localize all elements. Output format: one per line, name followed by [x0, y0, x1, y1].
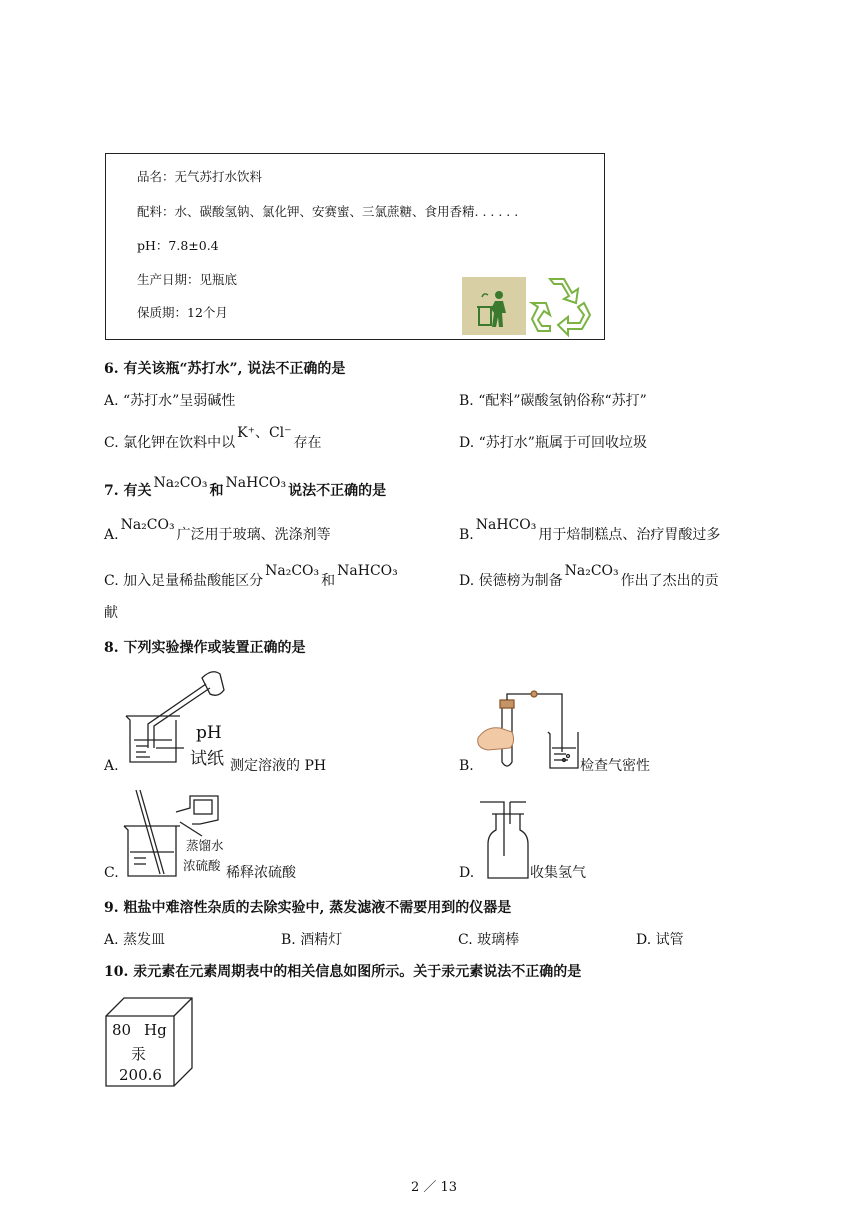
q7-d-tail: 作出了杰出的贡	[620, 573, 719, 589]
q8-d-letter: D.	[459, 865, 475, 881]
q7-c-text: C. 加入足量稀盐酸能区分	[104, 573, 264, 589]
q8-c-text: 稀释浓硫酸	[226, 865, 296, 881]
q7-stem-pre: 7. 有关	[104, 483, 152, 499]
q8-c-water-label: 蒸馏水	[186, 838, 224, 853]
q8-d-text: 收集氢气	[530, 865, 586, 881]
q6-option-c	[104, 425, 322, 452]
q9-option-a: A. 蒸发皿	[104, 932, 166, 948]
q7-stem	[104, 475, 387, 500]
label-ph: pH：7.8±0.4	[137, 238, 219, 253]
recycle-icon	[528, 273, 594, 337]
q7-option-b	[459, 517, 721, 544]
q6-option-a: A. “苏打水”呈弱碱性	[104, 393, 236, 409]
q7-c-formula-1: Na₂CO₃	[265, 563, 320, 579]
q7-option-d-continued: 献	[104, 605, 118, 621]
q7-option-a	[104, 517, 331, 544]
q10-stem: 10. 汞元素在元素周期表中的相关信息如图所示。关于汞元素说法不正确的是	[104, 964, 582, 980]
q9-option-c: C. 玻璃棒	[458, 932, 520, 948]
q7-option-d	[459, 563, 719, 590]
label-name: 品名：无气苏打水饮料	[137, 169, 263, 184]
q8-a-paper-label: 试纸	[190, 749, 224, 769]
q7-a-letter: A.	[104, 527, 119, 543]
element-number: 80	[112, 1021, 132, 1039]
q7-and: 和	[209, 483, 224, 499]
label-ingredients: 配料：水、碳酸氢钠、氯化钾、安赛蜜、三氯蔗糖、食用香精. . . . . .	[137, 204, 519, 219]
q6-stem: 6. 有关该瓶“苏打水”, 说法不正确的是	[104, 361, 346, 377]
element-symbol: Hg	[144, 1021, 167, 1039]
gas-collection-bottle	[476, 796, 532, 880]
q7-formula-1: Na₂CO₃	[153, 475, 208, 491]
q6-option-d: D. “苏打水”瓶属于可回收垃圾	[459, 435, 647, 451]
q8-a-text: 测定溶液的 PH	[230, 758, 327, 774]
q7-formula-2: NaHCO₃	[225, 475, 287, 491]
q8-c-acid-label: 浓硫酸	[183, 858, 221, 873]
q6-option-c-text: C. 氯化钾在饮料中以	[104, 435, 236, 451]
q8-b-text: 检查气密性	[580, 758, 650, 774]
q7-c-and: 和	[321, 573, 336, 589]
q6-option-b: B. “配料”碳酸氢钠俗称“苏打”	[459, 393, 647, 409]
q8-b-letter: B.	[459, 758, 474, 774]
q6-option-c-tail: 存在	[293, 435, 322, 451]
q8-c-letter: C.	[104, 865, 119, 881]
q7-b-text: 用于焙制糕点、治疗胃酸过多	[538, 527, 721, 543]
q7-option-c	[104, 563, 400, 590]
q7-a-text: 广泛用于玻璃、洗涤剂等	[176, 527, 331, 543]
trash-bin-icon	[462, 277, 526, 335]
q8-stem: 8. 下列实验操作或装置正确的是	[104, 640, 306, 656]
label-shelf-life: 保质期：12个月	[137, 305, 228, 320]
element-mass: 200.6	[119, 1066, 162, 1084]
q7-d-formula: Na₂CO₃	[564, 563, 619, 579]
q7-d-text: D. 侯德榜为制备	[459, 573, 563, 589]
q7-b-letter: B.	[459, 527, 474, 543]
page-number: 2 ／ 13	[410, 1180, 458, 1195]
q7-c-formula-2: NaHCO₃	[337, 563, 398, 579]
q7-a-formula: Na₂CO₃	[120, 517, 175, 533]
q7-stem-post: 说法不正确的是	[288, 483, 387, 499]
q9-option-d: D. 试管	[636, 932, 684, 948]
label-date: 生产日期：见瓶底	[137, 272, 238, 287]
q9-option-b: B. 酒精灯	[281, 932, 343, 948]
airtightness-apparatus	[476, 690, 586, 772]
element-name: 汞	[131, 1045, 147, 1063]
q6-ions: K⁺、Cl⁻	[237, 425, 292, 441]
q8-a-ph-label: pH	[196, 723, 222, 743]
q7-b-formula: NaHCO₃	[475, 517, 537, 533]
q8-a-letter: A.	[104, 758, 119, 774]
q9-stem: 9. 粗盐中难溶性杂质的去除实验中, 蒸发滤液不需要用到的仪器是	[104, 900, 512, 916]
